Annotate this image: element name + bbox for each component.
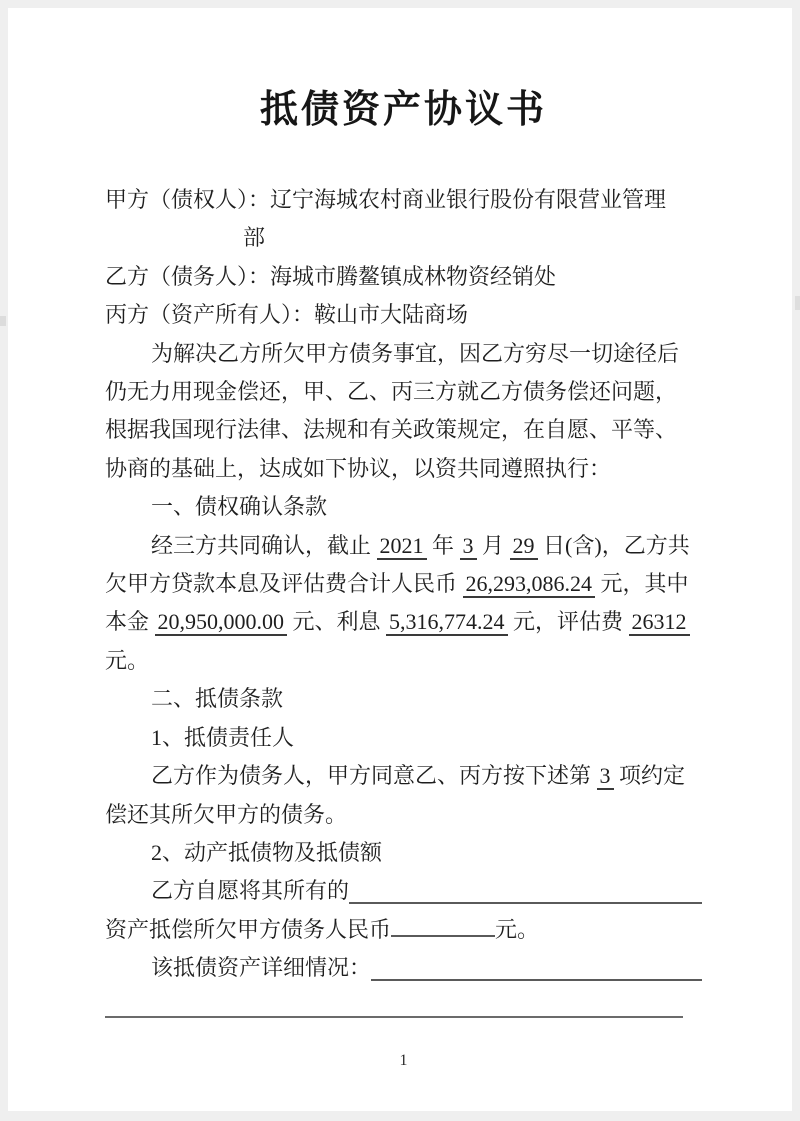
party-a-label: 甲方（债权人）： (105, 187, 271, 212)
clause-text: 乙方自愿将其所有的 (151, 878, 350, 904)
party-c-name: 鞍山市大陆商场 (314, 302, 469, 328)
scan-artifact (795, 296, 800, 310)
interest-value: 5,316,774.24 (386, 609, 508, 636)
clause-text: 本金 (105, 609, 155, 635)
clause-text: 日(含)，乙方共 (537, 532, 690, 558)
preamble-line-3: 根据我国现行法律、法规和有关政策规定，在自愿、平等、 (105, 417, 678, 443)
party-c-label: 丙方（资产所有人）： (105, 302, 315, 328)
clause-text: 元、利息 (287, 609, 387, 635)
offset-amount-line (105, 911, 702, 949)
section-1-clause-line-4: 元。 (105, 647, 150, 673)
document-title: 抵债资产协议书 (259, 89, 547, 131)
party-a-line (105, 181, 702, 219)
party-a-name: 辽宁海城农村商业银行股份有限营业管理 (270, 187, 667, 212)
section-2-sub-1-heading: 1、抵债责任人 (151, 724, 295, 750)
asset-detail-blank (371, 979, 702, 981)
clause-text: 月 (476, 532, 510, 558)
section-1-clause-line-2 (105, 565, 702, 603)
continuation-blank-line (105, 1016, 683, 1018)
section-2-sub-1-line-2: 偿还其所欠甲方的债务。 (105, 801, 348, 827)
clause-text: 元，评估费 (507, 609, 629, 635)
section-1-clause-line-3 (105, 603, 702, 641)
confirm-day-value: 29 (510, 533, 538, 560)
clause-text: 元。 (495, 916, 540, 942)
confirm-month-value: 3 (460, 533, 477, 560)
section-2-sub-2-heading: 2、动产抵债物及抵债额 (151, 839, 383, 865)
party-a-name-continued: 部 (243, 225, 266, 251)
total-amount-value: 26,293,086.24 (463, 571, 596, 598)
confirm-year-value: 2021 (377, 533, 427, 560)
principal-value: 20,950,000.00 (155, 609, 288, 636)
clause-text: 年 (426, 532, 460, 558)
valuation-fee-value: 26312 (629, 609, 690, 636)
section-1-clause-line-1 (105, 527, 702, 565)
clause-text: 该抵债资产详细情况： (151, 955, 372, 981)
party-b-line (105, 258, 702, 296)
party-c-line (105, 296, 702, 334)
section-2-sub-1-line-1 (105, 757, 702, 795)
scan-artifact (0, 316, 6, 326)
party-a-continuation (105, 219, 702, 257)
clause-text: 经三方共同确认，截止 (151, 532, 377, 558)
asset-description-blank (349, 902, 702, 904)
clause-text: 欠甲方贷款本息及评估费合计人民币 (105, 571, 463, 597)
clause-text: 乙方作为债务人，甲方同意乙、丙方按下述第 (151, 763, 597, 789)
asset-pledge-line (105, 872, 702, 910)
clause-text: 资产抵偿所欠甲方债务人民币 (105, 916, 392, 942)
party-b-name: 海城市腾鳌镇成林物资经销处 (270, 263, 557, 289)
section-1-heading: 一、债权确认条款 (151, 494, 328, 520)
preamble-line-1: 为解决乙方所欠甲方债务事宜，因乙方穷尽一切途径后 (151, 340, 680, 366)
preamble-line-2: 仍无力用现金偿还，甲、乙、丙三方就乙方债务偿还问题， (105, 379, 678, 405)
clause-text: 元，其中 (595, 571, 689, 597)
asset-detail-line (105, 949, 702, 987)
preamble-line-4: 协商的基础上，达成如下协议，以资共同遵照执行： (105, 455, 612, 481)
offset-amount-blank (391, 915, 495, 937)
document-page (8, 8, 792, 1111)
section-2-heading: 二、抵债条款 (151, 686, 284, 712)
party-b-label: 乙方（债务人）： (105, 263, 271, 289)
document-body (105, 181, 702, 1070)
clause-text: 项约定 (613, 763, 686, 789)
item-number-value: 3 (597, 763, 614, 790)
page-number: 1 (399, 1051, 408, 1069)
